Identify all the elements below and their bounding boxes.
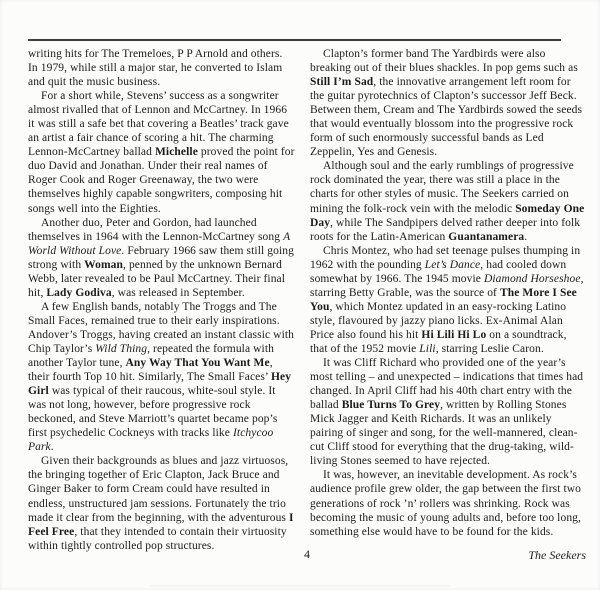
text-run: A few English bands, notably The Troggs and The Small Faces, remained true to their early inspirations. Andover’s Troggs, having created an instant classic with Chip Taylor’s (28, 300, 295, 355)
italic-text-run: Itchycoo Park (28, 427, 274, 454)
italic-text-run: Lili (419, 342, 436, 355)
right-column (310, 47, 586, 553)
text-run: writing hits for The Tremeloes, P P Arnold and others. In 1979, while still a major star, he converted to Islam and quit the music business. (28, 48, 283, 89)
bold-text-run: Blue Turns To Grey (341, 399, 441, 412)
text-run: , the innovative arrangement left room for the guitar pyrotechnics of Clapton’s successor Jeff Beck. Between them, Cream and The Yardbirds sowed the seeds that would eventually blossom into the progressive rock form of such enormously successful bands as Led Zeppelin, Yes and Genesis. (310, 76, 583, 159)
text-run: , starring Leslie Caron. (435, 342, 544, 355)
paragraph (28, 47, 295, 89)
page-number: 4 (304, 547, 310, 561)
text-run: For a short while, Stevens’ success as a songwriter almost rivalled that of Lennon and McCartney. In 1966 it was still a safe bet that covering a Beatles’ track gave an artist a fair chance of scoring a hit. The charming Lennon-McCartney ballad (28, 90, 289, 159)
bold-text-run: Hi Lili Hi Lo (421, 328, 487, 341)
text-run: proved the point for duo David and Jonathan. Under their real names of Roger Cook and Roger Greenaway, the two were themselves highly capable songwriters, composing hit songs well into the Eighties. (28, 146, 295, 215)
bold-text-run: Woman (84, 258, 123, 271)
paragraph (28, 216, 295, 300)
italic-text-run: Diamond Horseshoe (483, 272, 581, 285)
italic-text-run: Wild Thing (95, 342, 148, 355)
text-run: It was, however, an inevitable development. As rock’s audience profile grew older, the gap between the first two generations of rock ’n’ rollers was shrinking. Rock was becoming the music of young adults and, before too long, something else would have to be found for the kids. (310, 469, 582, 538)
text-run: . (50, 441, 54, 454)
bold-text-run: Michelle (154, 146, 198, 159)
text-run: on a soundtrack, that of the 1952 movie (310, 328, 567, 355)
bold-text-run: Any Way That You Want Me (125, 357, 270, 370)
text-run: Given their backgrounds as blues and jazz virtuosos, the bringing together of Eric Clapton, Jack Bruce and Ginger Baker to form Cream could have resulted in endless, unstructured jam sessions. Fortunately the trio made it clear from the beginning, with the adventurous (28, 455, 289, 524)
paragraph (28, 300, 295, 455)
scan-artifact (150, 585, 450, 587)
bold-text-run: Still I’m Sad (310, 76, 374, 89)
bold-text-run: I Feel Free (28, 511, 294, 538)
text-run: Clapton’s former band The Yardbirds were also breaking out of their blues shackles. In pop gems such as (310, 48, 578, 75)
bold-text-run: Hey Girl (28, 371, 292, 398)
text-run: Although soul and the early rumblings of progressive rock dominated the year, there was still a place in the charts for other styles of music. The Seekers carried on mining the folk-rock vein with the melodic (310, 160, 574, 215)
text-run: . (524, 230, 528, 243)
bold-text-run: Lady Godiva (46, 286, 112, 299)
text-run: Chris Montez, who had set teenage pulses thumping in 1962 with the pounding (310, 244, 581, 271)
text-run: It was Cliff Richard who provided one of the year’s most telling – and unexpected – indications that times had changed. In April Cliff had his 40th chart entry with the ballad (310, 357, 584, 412)
bold-text-run: Someday One Day (310, 202, 585, 229)
paragraph (310, 47, 586, 159)
italic-text-run: A World Without Love (28, 230, 291, 257)
paragraph (28, 454, 295, 552)
text-columns (28, 47, 586, 553)
header-rule (28, 39, 561, 41)
text-run: was typical of their raucous, white-soul style. It was not long, however, before progressive rock beckoned, and Steve Marriott’s quartet became pop’s first psychedelic Cockneys with tracks like (28, 385, 278, 440)
bold-text-run: The More I See You (310, 286, 577, 313)
text-run: . February 1966 saw them still going strong with (28, 244, 294, 271)
italic-text-run: Let’s Dance (424, 258, 481, 271)
text-run: , had cooled down somewhat by 1966. The 1945 movie (310, 258, 567, 285)
chapter-credit: The Seekers (528, 548, 586, 562)
text-run: , that they intended to contain their virtuosity within tightly controlled pop structures. (28, 525, 287, 552)
paragraph (310, 159, 586, 243)
text-run: , penned by the unknown Bernard Webb, later revealed to be Paul McCartney. Their final hit, (28, 258, 286, 299)
paragraph (310, 244, 586, 356)
text-run: , was released in September. (111, 286, 245, 299)
paragraph (310, 468, 586, 538)
paragraph (310, 356, 586, 468)
text-run: , written by Rolling Stones Mick Jagger and Keith Richards. It was an unlikely pairing of singer and song, for the well-mannered, clean-cut Cliff stood for everything that the drug-taking, wild-living Stones seemed to have rejected. (310, 399, 578, 468)
text-run: , which Montez updated in an easy-rocking Latino style, flavoured by jazzy piano licks. Ex-Animal Alan Price also found his hit (310, 300, 567, 341)
bold-text-run: Guantanamera (448, 230, 525, 243)
page-footer (28, 547, 586, 565)
text-run: , their fourth Top 10 hit. Similarly, The Small Faces’ (28, 357, 273, 384)
text-run: , starring Betty Grable, was the source of (310, 272, 584, 299)
text-run: Another duo, Peter and Gordon, had launched themselves in 1964 with the Lennon-McCartney song (28, 216, 284, 243)
text-run: , repeated the formula with another Taylor tune, (28, 342, 274, 370)
left-column (28, 47, 295, 553)
paragraph (28, 89, 295, 215)
text-run: , while The Sandpipers delved rather deeper into folk roots for the Latin-American (310, 216, 581, 243)
